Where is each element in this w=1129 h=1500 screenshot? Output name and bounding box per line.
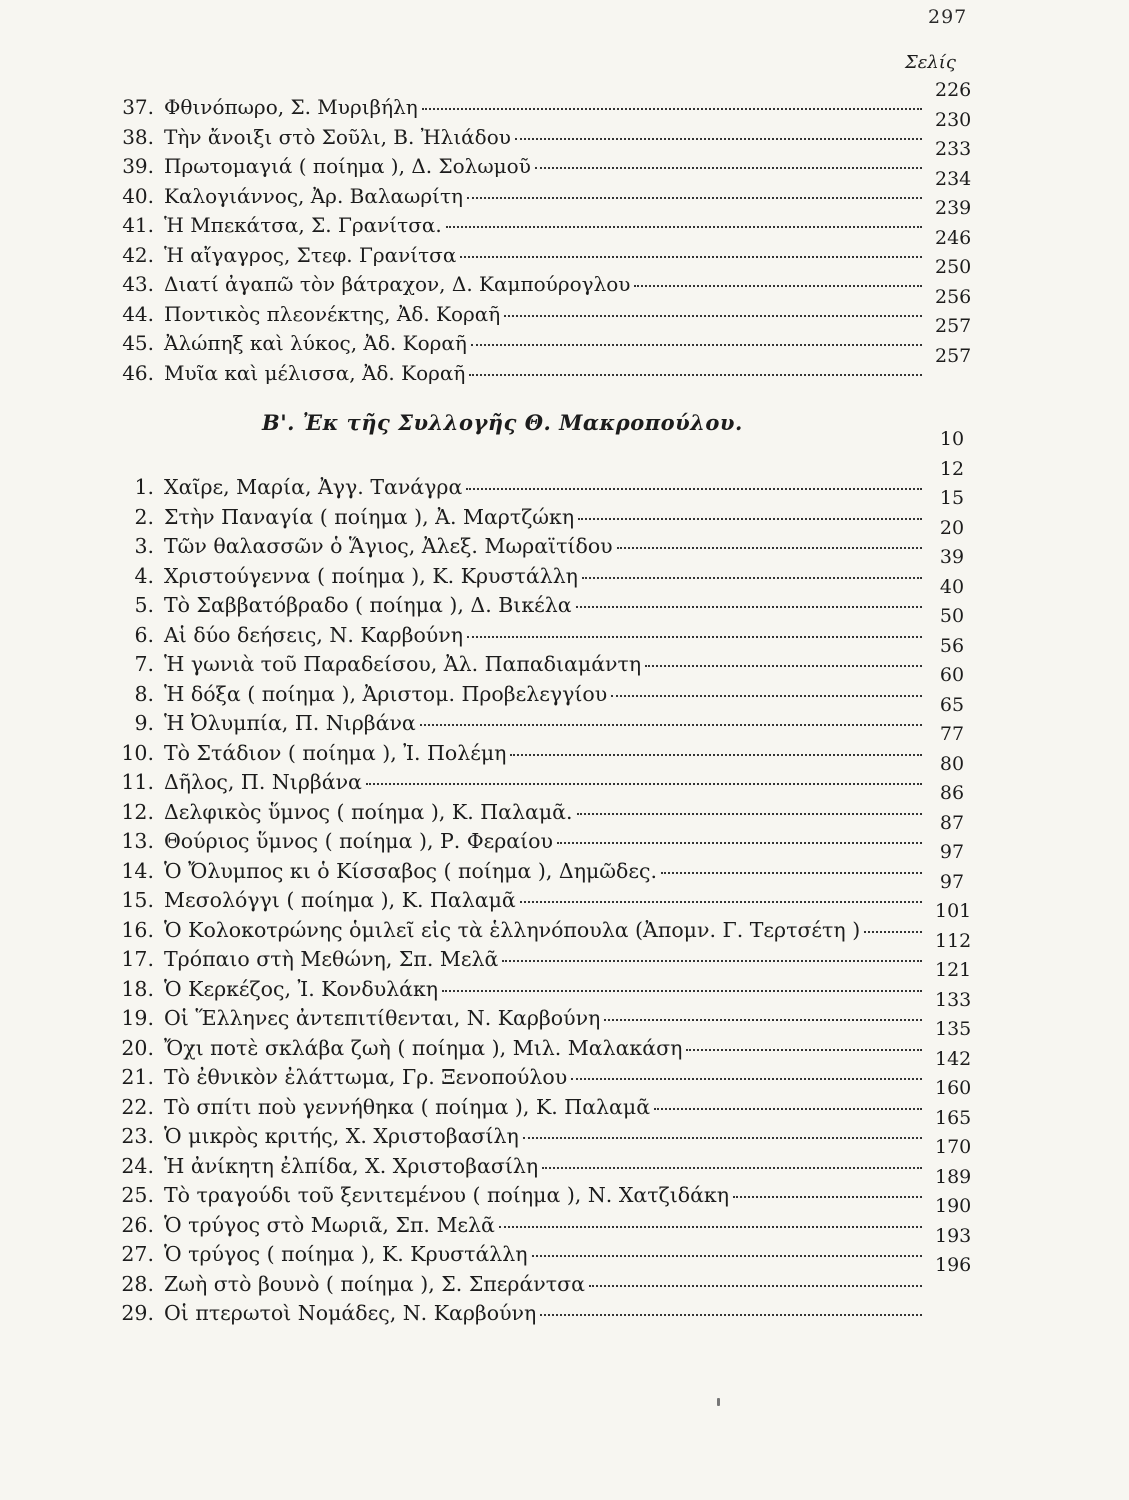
toc-entry-page: 160 (935, 1077, 972, 1099)
toc-entry-title: Στὴν Παναγία ( ποίημα ), Ἀ. Μαρτζώκη (164, 504, 575, 529)
toc-entry-page: 86 (939, 782, 965, 804)
toc-entry-title: Τὸ Σαββατόβραδο ( ποίημα ), Δ. Βικέλα (164, 593, 572, 617)
toc-entry-page: 133 (935, 988, 972, 1011)
dot-leader (571, 1078, 922, 1080)
toc-entry (106, 302, 926, 332)
toc-entry-page: 101 (935, 900, 972, 922)
dot-leader (576, 606, 922, 608)
page-number: 297 (928, 6, 968, 28)
toc-entry-number: 24. (121, 1153, 154, 1178)
toc-entry (106, 977, 926, 1007)
toc-entry-title: Τὴν ἄνοιξι στὸ Σοῦλι, Β. Ἠλιάδου (164, 124, 511, 149)
dot-leader (645, 665, 922, 667)
toc-entry (106, 505, 926, 535)
toc-entry-title: Θούριος ὕμνος ( ποίημα ), Ρ. Φεραίου (164, 829, 553, 853)
toc-entry (106, 475, 926, 505)
toc-entry-page: 87 (939, 811, 965, 834)
toc-entry-title: Ὁ Κολοκοτρώνης ὁμιλεῖ εἰς τὰ ἑλληνόπουλα (Ἀπομν. Γ. Τερτσέτη ) (164, 917, 861, 942)
dot-leader (446, 226, 922, 228)
dot-leader (864, 931, 922, 933)
toc-entry-number: 43. (122, 272, 154, 296)
toc-entry-number: 20. (121, 1035, 154, 1060)
toc-entry (106, 534, 926, 564)
toc-entry-page: 256 (935, 285, 972, 308)
toc-entry-title: Τὸ σπίτι ποὺ γεννήθηκα ( ποίημα ), Κ. Παλαμᾶ (164, 1094, 651, 1119)
toc-entry-page: 10 (939, 428, 965, 450)
dot-leader (504, 315, 922, 317)
toc-entry-page: 40 (939, 575, 965, 598)
toc-entry-page: 39 (939, 546, 965, 568)
toc-entry-page: 97 (939, 841, 965, 863)
toc-entry-page: 250 (935, 256, 972, 278)
dot-leader (557, 842, 922, 844)
toc-entry-title: Ἡ γωνιὰ τοῦ Παραδείσου, Ἀλ. Παπαδιαμάντη (164, 652, 642, 676)
toc-entry (106, 1095, 926, 1125)
toc-entry-number: 7. (134, 652, 154, 676)
toc-entry-number: 14. (121, 858, 154, 883)
toc-entry (106, 741, 926, 771)
toc-entry (106, 770, 926, 800)
toc-entry (106, 1036, 926, 1066)
dot-leader (578, 518, 922, 520)
toc-entry (106, 829, 926, 859)
dot-leader (420, 724, 922, 726)
toc-entry-title: Μυῖα καὶ μέλισσα, Ἀδ. Κοραῆ (164, 360, 466, 385)
toc-entry-page: 65 (939, 693, 965, 716)
dot-leader (422, 108, 922, 110)
toc-entry-page: 80 (939, 752, 965, 775)
toc-entry-number: 13. (121, 829, 154, 853)
toc-entry-title: Ὁ Ὄλυμπος κι ὁ Κίσσαβος ( ποίημα ), Δημῶδες. (164, 858, 657, 883)
toc-entry-title: Ὄχι ποτὲ σκλάβα ζωὴ ( ποίημα ), Μιλ. Μαλακάση (164, 1035, 683, 1060)
dot-leader (467, 636, 922, 638)
dot-leader (532, 1255, 922, 1257)
toc-entry (106, 623, 926, 653)
toc-entry-title: Πρωτομαγιά ( ποίημα ), Δ. Σολωμοῦ (164, 154, 531, 178)
page-blemish (717, 1398, 720, 1406)
dot-leader (589, 1285, 922, 1287)
toc-entry-number: 5. (134, 593, 154, 617)
toc-entry-number: 8. (134, 681, 154, 706)
toc-entry (106, 800, 926, 830)
toc-entry-page: 193 (935, 1224, 972, 1247)
dot-leader (535, 167, 922, 169)
toc-entry (106, 593, 926, 623)
toc-entry-page: 257 (935, 315, 972, 337)
toc-entry-number: 17. (121, 947, 154, 971)
toc-entry (106, 1301, 926, 1331)
toc-entry-title: Φθινόπωρο, Σ. Μυριβήλη (164, 95, 418, 119)
dot-leader (611, 695, 922, 697)
toc-entry-page: 56 (939, 634, 965, 657)
dot-leader (582, 577, 922, 579)
dot-leader (540, 1314, 922, 1316)
dot-leader (577, 813, 923, 815)
toc-entry-page: 190 (935, 1195, 972, 1217)
toc-entry-title: Ἡ Ὀλυμπία, Π. Νιρβάνα (164, 711, 416, 735)
toc-entry-page: 257 (935, 344, 972, 367)
dot-leader (366, 783, 922, 785)
toc-entry (106, 1213, 926, 1243)
dot-leader (510, 754, 922, 756)
toc-entry (106, 213, 926, 243)
dot-leader (542, 1167, 922, 1169)
toc-entry-page: 230 (935, 108, 972, 131)
toc-entry (106, 1154, 926, 1184)
toc-entry-title: Ποντικὸς πλεονέκτης, Ἀδ. Κοραῆ (164, 301, 501, 326)
toc-entry-title: Τῶν θαλασσῶν ὁ Ἅγιος, Ἀλεξ. Μωραϊτίδου (164, 534, 613, 558)
toc-entry (106, 652, 926, 682)
page-column-header: Σελίς (905, 52, 956, 73)
toc-entry-title: Ὁ Κερκέζος, Ἰ. Κονδυλάκη (164, 976, 439, 1001)
toc-entry-page: 142 (935, 1047, 972, 1070)
toc-entry-page: 189 (935, 1165, 972, 1188)
toc-entry-page: 121 (935, 959, 972, 981)
toc-entry-page: 20 (939, 516, 965, 539)
toc-entry (106, 1124, 926, 1154)
toc-entry-title: Ὁ τρύγος ( ποίημα ), Κ. Κρυστάλλη (164, 1242, 528, 1266)
toc-entry (106, 1006, 926, 1036)
toc-entry-page: 170 (935, 1136, 972, 1158)
toc-entry-number: 12. (121, 799, 154, 824)
toc-entry (106, 243, 926, 273)
toc-entry-number: 46. (122, 360, 154, 385)
toc-entry-number: 1. (134, 475, 154, 499)
toc-entry-title: Τὸ ἐθνικὸν ἐλάττωμα, Γρ. Ξενοπούλου (164, 1065, 568, 1089)
toc-entry-number: 2. (134, 504, 154, 529)
toc-entry-number: 18. (121, 976, 154, 1001)
dot-leader (460, 256, 922, 258)
toc-entry-title: Χαῖρε, Μαρία, Ἀγγ. Τανάγρα (164, 475, 463, 499)
toc-entry (106, 1272, 926, 1302)
toc-entry-title: Μεσολόγγι ( ποίημα ), Κ. Παλαμᾶ (164, 888, 516, 912)
toc-entry (106, 918, 926, 948)
toc-entry-page: 234 (935, 167, 972, 190)
toc-entry (106, 1065, 926, 1095)
toc-entry-number: 23. (121, 1124, 154, 1148)
toc-entry-title: Οἱ πτερωτοὶ Νομάδες, Ν. Καρβούνη (164, 1301, 537, 1325)
toc-entry-page: 135 (935, 1018, 972, 1040)
toc-entry (106, 947, 926, 977)
toc-entry-page: 226 (935, 79, 972, 101)
toc-entry-page: 50 (939, 605, 965, 627)
dot-leader (654, 1108, 922, 1110)
toc-entry-title: Τὸ Στάδιον ( ποίημα ), Ἰ. Πολέμη (164, 740, 507, 765)
toc-entry-number: 6. (134, 622, 154, 647)
toc-entry-page: 196 (935, 1254, 972, 1276)
dot-leader (502, 960, 922, 962)
toc-entry-title: Διατί ἀγαπῶ τὸν βάτραχον, Δ. Καμπούρογλου (164, 272, 631, 296)
toc-entry-page: 233 (935, 138, 972, 160)
toc-entry-page: 60 (939, 664, 965, 686)
toc-entry-page: 239 (935, 197, 972, 219)
toc-entry-title: Δῆλος, Π. Νιρβάνα (164, 770, 362, 794)
toc-entry-number: 38. (122, 124, 154, 149)
toc-entry (106, 331, 926, 361)
toc-entry-number: 22. (121, 1094, 154, 1119)
toc-entry-number: 42. (122, 242, 154, 267)
dot-leader (604, 1019, 922, 1021)
toc-entry (106, 564, 926, 594)
dot-leader (686, 1049, 922, 1051)
section-b-heading: Β'. Ἐκ τῆς Συλλογῆς Θ. Μακροπούλου. (262, 410, 743, 435)
dot-leader (466, 488, 922, 490)
toc-entry-title: Ὁ μικρὸς κριτής, Χ. Χριστοβασίλη (164, 1124, 519, 1148)
toc-entry (106, 1183, 926, 1213)
toc-entry (106, 361, 926, 391)
dot-leader (634, 285, 922, 287)
toc-entry-page: 77 (939, 723, 965, 745)
toc-entry-title: Ἡ Μπεκάτσα, Σ. Γρανίτσα. (164, 213, 442, 237)
toc-entry (106, 888, 926, 918)
toc-entry-title: Ἡ ἀνίκητη ἐλπίδα, Χ. Χριστοβασίλη (164, 1153, 539, 1178)
toc-entry-page: 97 (939, 870, 965, 893)
toc-entry-page: 165 (935, 1106, 972, 1129)
toc-entry-title: Αἱ δύο δεήσεις, Ν. Καρβούνη (164, 622, 464, 647)
toc-entry-number: 44. (122, 301, 154, 326)
toc-entry-title: Ἀλώπηξ καὶ λύκος, Ἀδ. Κοραῆ (164, 331, 467, 355)
toc-entry-number: 28. (121, 1271, 154, 1296)
dot-leader (442, 990, 922, 992)
toc-entry-title: Χριστούγεννα ( ποίημα ), Κ. Κρυστάλλη (164, 563, 578, 588)
toc-entry (106, 184, 926, 214)
toc-entry-number: 45. (122, 331, 154, 355)
toc-entry-number: 40. (122, 183, 154, 208)
dot-leader (469, 374, 922, 376)
toc-entry-number: 25. (121, 1183, 154, 1207)
dot-leader (661, 872, 922, 874)
toc-entry-number: 19. (121, 1006, 154, 1030)
toc-entry (106, 711, 926, 741)
dot-leader (499, 1226, 922, 1228)
toc-entry-number: 21. (121, 1065, 154, 1089)
toc-entry-title: Τὸ τραγούδι τοῦ ξενιτεμένου ( ποίημα ), Ν. Χατζιδάκη (164, 1183, 730, 1207)
toc-entry-number: 41. (122, 213, 154, 237)
toc-entry-title: Ζωὴ στὸ βουνὸ ( ποίημα ), Σ. Σπεράντσα (164, 1271, 585, 1296)
toc-entry-number: 37. (122, 95, 154, 119)
dot-leader (515, 138, 922, 140)
dot-leader (733, 1196, 922, 1198)
toc-entry-page: 12 (939, 457, 965, 480)
toc-entry-number: 3. (134, 534, 154, 558)
toc-entry (106, 154, 926, 184)
toc-entry (106, 95, 926, 125)
toc-entry-number: 27. (121, 1242, 154, 1266)
toc-entry-title: Ὁ τρύγος στὸ Μωριᾶ, Σπ. Μελᾶ (164, 1212, 495, 1237)
toc-entry-number: 15. (121, 888, 154, 912)
dot-leader (471, 344, 922, 346)
toc-entry-number: 4. (134, 563, 154, 588)
dot-leader (520, 901, 922, 903)
toc-entry-page: 246 (935, 226, 972, 249)
toc-entry-number: 9. (134, 711, 154, 735)
toc-entry-title: Ἡ δόξα ( ποίημα ), Ἀριστομ. Προβελεγγίου (164, 681, 608, 706)
toc-entry-number: 26. (121, 1212, 154, 1237)
dot-leader (467, 197, 922, 199)
toc-entry-number: 10. (121, 740, 154, 765)
toc-entry (106, 1242, 926, 1272)
toc-entry-title: Δελφικὸς ὕμνος ( ποίημα ), Κ. Παλαμᾶ. (164, 799, 573, 824)
toc-entry-number: 11. (121, 770, 154, 794)
toc-entry-title: Οἱ Ἕλληνες ἀντεπιτίθενται, Ν. Καρβούνη (164, 1006, 601, 1030)
toc-entry-number: 39. (122, 154, 154, 178)
toc-entry-title: Καλογιάννος, Ἀρ. Βαλαωρίτη (164, 183, 463, 208)
dot-leader (523, 1137, 922, 1139)
toc-entry (106, 682, 926, 712)
toc-entry (106, 272, 926, 302)
dot-leader (617, 547, 922, 549)
toc-entry-number: 29. (121, 1301, 154, 1325)
toc-entry-page: 15 (939, 487, 965, 509)
toc-entry-number: 16. (121, 917, 154, 942)
toc-entry (106, 125, 926, 155)
toc-entry-title: Ἡ αἴγαγρος, Στεφ. Γρανίτσα (164, 242, 457, 267)
toc-entry-page: 112 (935, 929, 972, 952)
toc-entry (106, 859, 926, 889)
toc-entry-title: Τρόπαιο στὴ Μεθώνη, Σπ. Μελᾶ (164, 947, 499, 971)
